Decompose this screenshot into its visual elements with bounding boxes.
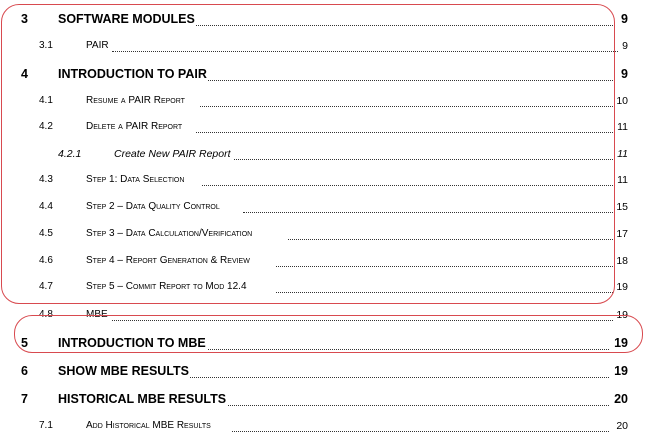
toc-number: 7 [21,392,28,406]
toc-number: 4.5 [39,228,53,239]
toc-number: 4.7 [39,281,53,292]
toc-entry-6[interactable] [0,364,645,380]
toc-page: 20 [614,392,628,406]
toc-title: Add Historical MBE Results [86,420,211,431]
dot-leader [186,377,609,378]
toc-title: Step 2 – Data Quality Control [86,201,220,212]
toc-number: 4.3 [39,174,53,185]
toc-number: 7.1 [39,420,53,431]
toc-page: 20 [616,420,628,432]
toc-entry-7[interactable] [0,392,645,408]
toc-title: HISTORICAL MBE RESULTS [58,392,227,406]
dot-leader [218,405,609,406]
toc-entry-4-2-1[interactable] [0,148,645,164]
toc-title: Step 3 – Data Calculation/Verification [86,228,253,239]
toc-page: 19 [616,309,628,321]
toc-number: 3 [21,12,28,26]
toc-title: INTRODUCTION TO MBE [58,336,206,350]
dot-leader [200,106,613,107]
toc-title: Step 5 – Commit Report to Mod 12.4 [86,281,247,292]
toc-page: 10 [616,95,628,107]
toc-page: 17 [616,228,628,240]
toc-number: 6 [21,364,28,378]
toc-page: 11 [617,121,628,133]
toc-title: SOFTWARE MODULES [58,12,195,26]
toc-title: Delete a PAIR Report [86,121,183,132]
dot-leader [112,51,618,52]
toc-title: SHOW MBE RESULTS [58,364,190,378]
toc-page: 11 [617,174,628,186]
dot-leader [196,132,613,133]
dot-leader [112,320,613,321]
toc-page: 9 [621,12,628,26]
dot-leader [276,292,613,293]
toc-entry-4-7[interactable] [0,281,645,297]
toc-number: 4.8 [39,309,53,320]
dot-leader [206,80,615,81]
toc-page: 9 [621,67,628,81]
toc-entry-4-8[interactable] [0,309,645,325]
toc-number: 4.4 [39,201,53,212]
toc-entry-3-1[interactable] [0,40,645,56]
toc-entry-4[interactable] [0,67,645,83]
toc-page: 19 [614,336,628,350]
dot-leader [288,239,613,240]
toc-entry-4-6[interactable] [0,255,645,271]
toc-number: 4.2 [39,121,53,132]
dot-leader [276,266,613,267]
toc-title: Create New PAIR Report [114,148,231,160]
toc-entry-4-4[interactable] [0,201,645,217]
toc-page: 18 [616,255,628,267]
toc-entry-3[interactable] [0,12,645,28]
toc-title: Resume a PAIR Report [86,95,185,106]
toc-page: 19 [616,281,628,293]
toc-entry-4-3[interactable] [0,174,645,190]
dot-leader [232,431,609,432]
toc-page: 19 [614,364,628,378]
toc-entry-4-2[interactable] [0,121,645,137]
toc-number: 3.1 [39,40,53,51]
toc-page: 15 [616,201,628,213]
dot-leader [190,25,615,26]
toc-number: 4.1 [39,95,53,106]
toc-number: 5 [21,336,28,350]
dot-leader [243,212,613,213]
toc-title: INTRODUCTION TO PAIR [58,67,207,81]
dot-leader [204,349,609,350]
toc-number: 4.6 [39,255,53,266]
toc-entry-4-1[interactable] [0,95,645,111]
toc-page: 11 [617,148,628,160]
toc-entry-5[interactable] [0,336,645,352]
toc-entry-7-1[interactable] [0,420,645,436]
dot-leader [234,159,613,160]
toc-title: Step 1: Data Selection [86,174,185,185]
toc-title: Step 4 – Report Generation & Review [86,255,250,266]
toc-title: PAIR [86,40,109,51]
dot-leader [202,185,613,186]
toc-entry-4-5[interactable] [0,228,645,244]
toc-number: 4.2.1 [58,148,82,160]
toc-title: MBE [86,309,108,320]
toc-number: 4 [21,67,28,81]
toc-page: 9 [622,40,628,52]
